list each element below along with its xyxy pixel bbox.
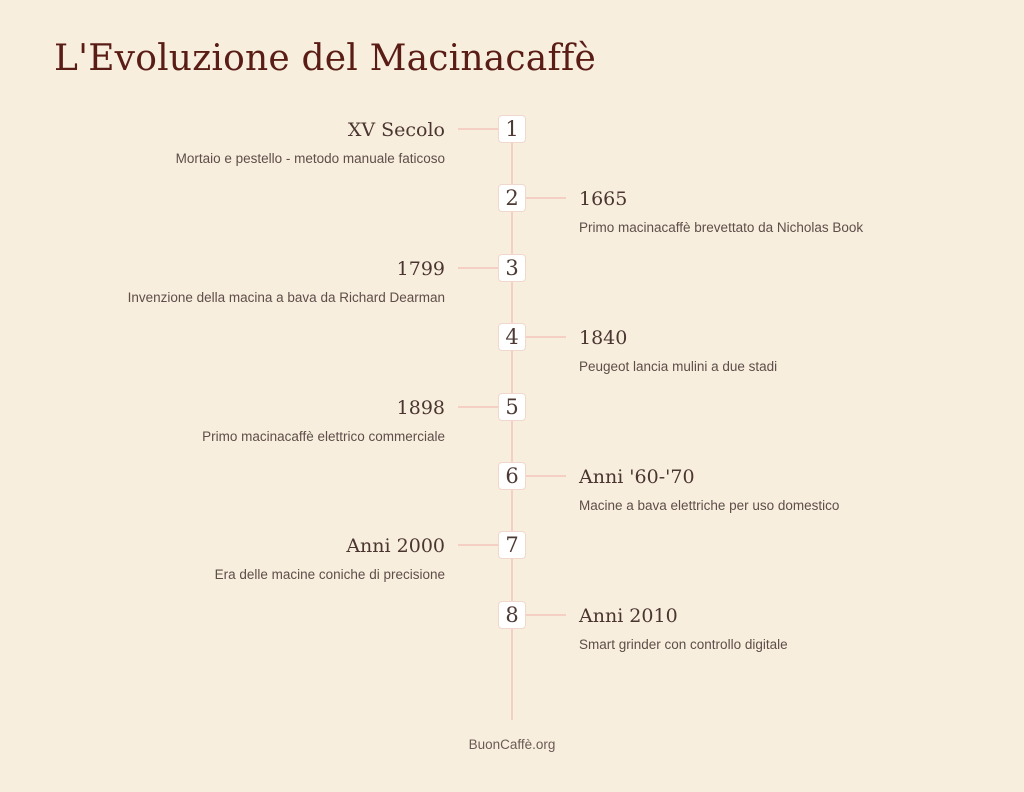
step-number-badge: 6 (498, 462, 526, 490)
event-title: 1799 (396, 258, 445, 280)
event-description: Primo macinacaffè elettrico commerciale (202, 429, 445, 444)
event-title: 1898 (396, 397, 445, 419)
timeline-connector (526, 336, 566, 338)
timeline-connector (526, 475, 566, 477)
timeline-connector (458, 128, 498, 130)
timeline-connector (526, 614, 566, 616)
event-title: 1665 (579, 188, 628, 210)
step-number-badge: 2 (498, 184, 526, 212)
page-title: L'Evoluzione del Macinacaffè (54, 38, 597, 79)
footer-credit: BuonCaffè.org (468, 737, 556, 752)
timeline-connector (458, 267, 498, 269)
event-title: Anni 2000 (346, 535, 445, 557)
timeline-connector (458, 406, 498, 408)
event-title: Anni '60-'70 (579, 466, 695, 488)
timeline-connector (458, 544, 498, 546)
step-number-badge: 4 (498, 323, 526, 351)
step-number-badge: 3 (498, 254, 526, 282)
event-description: Macine a bava elettriche per uso domestico (579, 498, 840, 513)
step-number-badge: 5 (498, 393, 526, 421)
event-description: Primo macinacaffè brevettato da Nicholas Book (579, 220, 864, 235)
step-number-badge: 7 (498, 531, 526, 559)
step-number-badge: 1 (498, 115, 526, 143)
timeline-connector (526, 197, 566, 199)
event-title: XV Secolo (347, 119, 445, 141)
event-description: Invenzione della macina a bava da Richard Dearman (127, 290, 445, 305)
event-title: Anni 2010 (579, 605, 678, 627)
event-description: Peugeot lancia mulini a due stadi (579, 359, 778, 374)
step-number-badge: 8 (498, 601, 526, 629)
event-description: Era delle macine coniche di precisione (214, 567, 445, 582)
event-description: Smart grinder con controllo digitale (579, 637, 788, 652)
timeline-axis (511, 128, 513, 720)
event-description: Mortaio e pestello - metodo manuale faticoso (175, 151, 445, 166)
event-title: 1840 (579, 327, 628, 349)
